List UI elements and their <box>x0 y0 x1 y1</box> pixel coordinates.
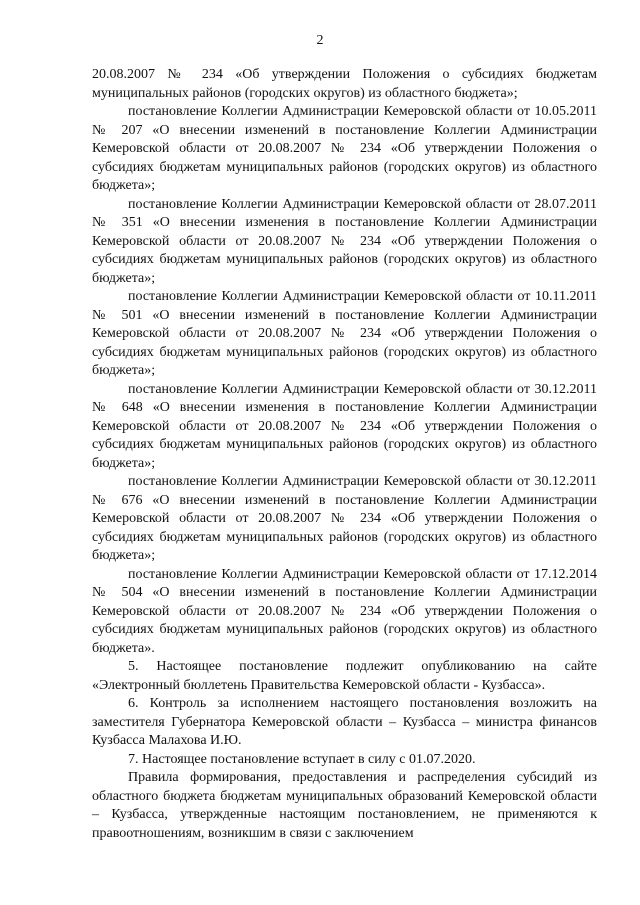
paragraph-item-6: 6. Контроль за исполнением настоящего постановления возложить на заместителя Губернатора Кемеровской области – Кузбасса – министра финансов Кузбасса Малахова И.Ю. <box>92 696 597 748</box>
paragraph-resolution-648: постановление Коллегии Администрации Кемеровской области от 30.12.2011 № 648 «О внесении изменения в постановление Коллегии Администрации Кемеровской области от 20.08.2007 № 234 «Об утверждении Положения о субсидиях бюджетам муниципальных районов (городских округов) из областного бюджета»; <box>92 381 597 471</box>
paragraph-continuation: 20.08.2007 № 234 «Об утверждении Положения о субсидиях бюджетам муниципальных районов (городских округов) из областного бюджета»; <box>92 67 597 101</box>
paragraph-resolution-351: постановление Коллегии Администрации Кемеровской области от 28.07.2011 № 351 «О внесении изменения в постановление Коллегии Администрации Кемеровской области от 20.08.2007 № 234 «Об утверждении Положения о субсидиях бюджетам муниципальных районов (городских округов) из областного бюджета»; <box>92 196 597 286</box>
paragraph-item-7: 7. Настоящее постановление вступает в силу с 01.07.2020. <box>128 751 476 767</box>
paragraph-item-5: 5. Настоящее постановление подлежит опубликованию на сайте «Электронный бюллетень Правительства Кемеровской области - Кузбасса». <box>92 659 597 693</box>
paragraph-resolution-207: постановление Коллегии Администрации Кемеровской области от 10.05.2011 № 207 «О внесении изменений в постановление Коллегии Администрации Кемеровской области от 20.08.2007 № 234 «Об утверждении Положения о субсидиях бюджетам муниципальных районов (городских округов) из областного бюджета»; <box>92 104 597 193</box>
page-number: 2 <box>316 33 324 48</box>
paragraph-resolution-501: постановление Коллегии Администрации Кемеровской области от 10.11.2011 № 501 «О внесении изменений в постановление Коллегии Администрации Кемеровской области от 20.08.2007 № 234 «Об утверждении Положения о субсидиях бюджетам муниципальных районов (городских округов) из областного бюджета»; <box>92 289 597 378</box>
paragraph-resolution-504: постановление Коллегии Администрации Кемеровской области от 17.12.2014 № 504 «О внесении изменений в постановление Коллегии Администрации Кемеровской области от 20.08.2007 № 234 «Об утверждении Положения о субсидиях бюджетам муниципальных районов (городских округов) из областного бюджета». <box>92 566 597 656</box>
paragraph-resolution-676: постановление Коллегии Администрации Кемеровской области от 30.12.2011 № 676 «О внесении изменений в постановление Коллегии Администрации Кемеровской области от 20.08.2007 № 234 «Об утверждении Положения о субсидиях бюджетам муниципальных районов (городских округов) из областного бюджета»; <box>92 474 597 563</box>
paragraph-rules: Правила формирования, предоставления и распределения субсидий из областного бюджета бюджетам муниципальных образований Кемеровской области – Кузбасса, утвержденные настоящим постановлением, не применяются к правоотношениям, возникшим в связи с заключением <box>92 770 597 841</box>
document-body <box>92 66 597 843</box>
